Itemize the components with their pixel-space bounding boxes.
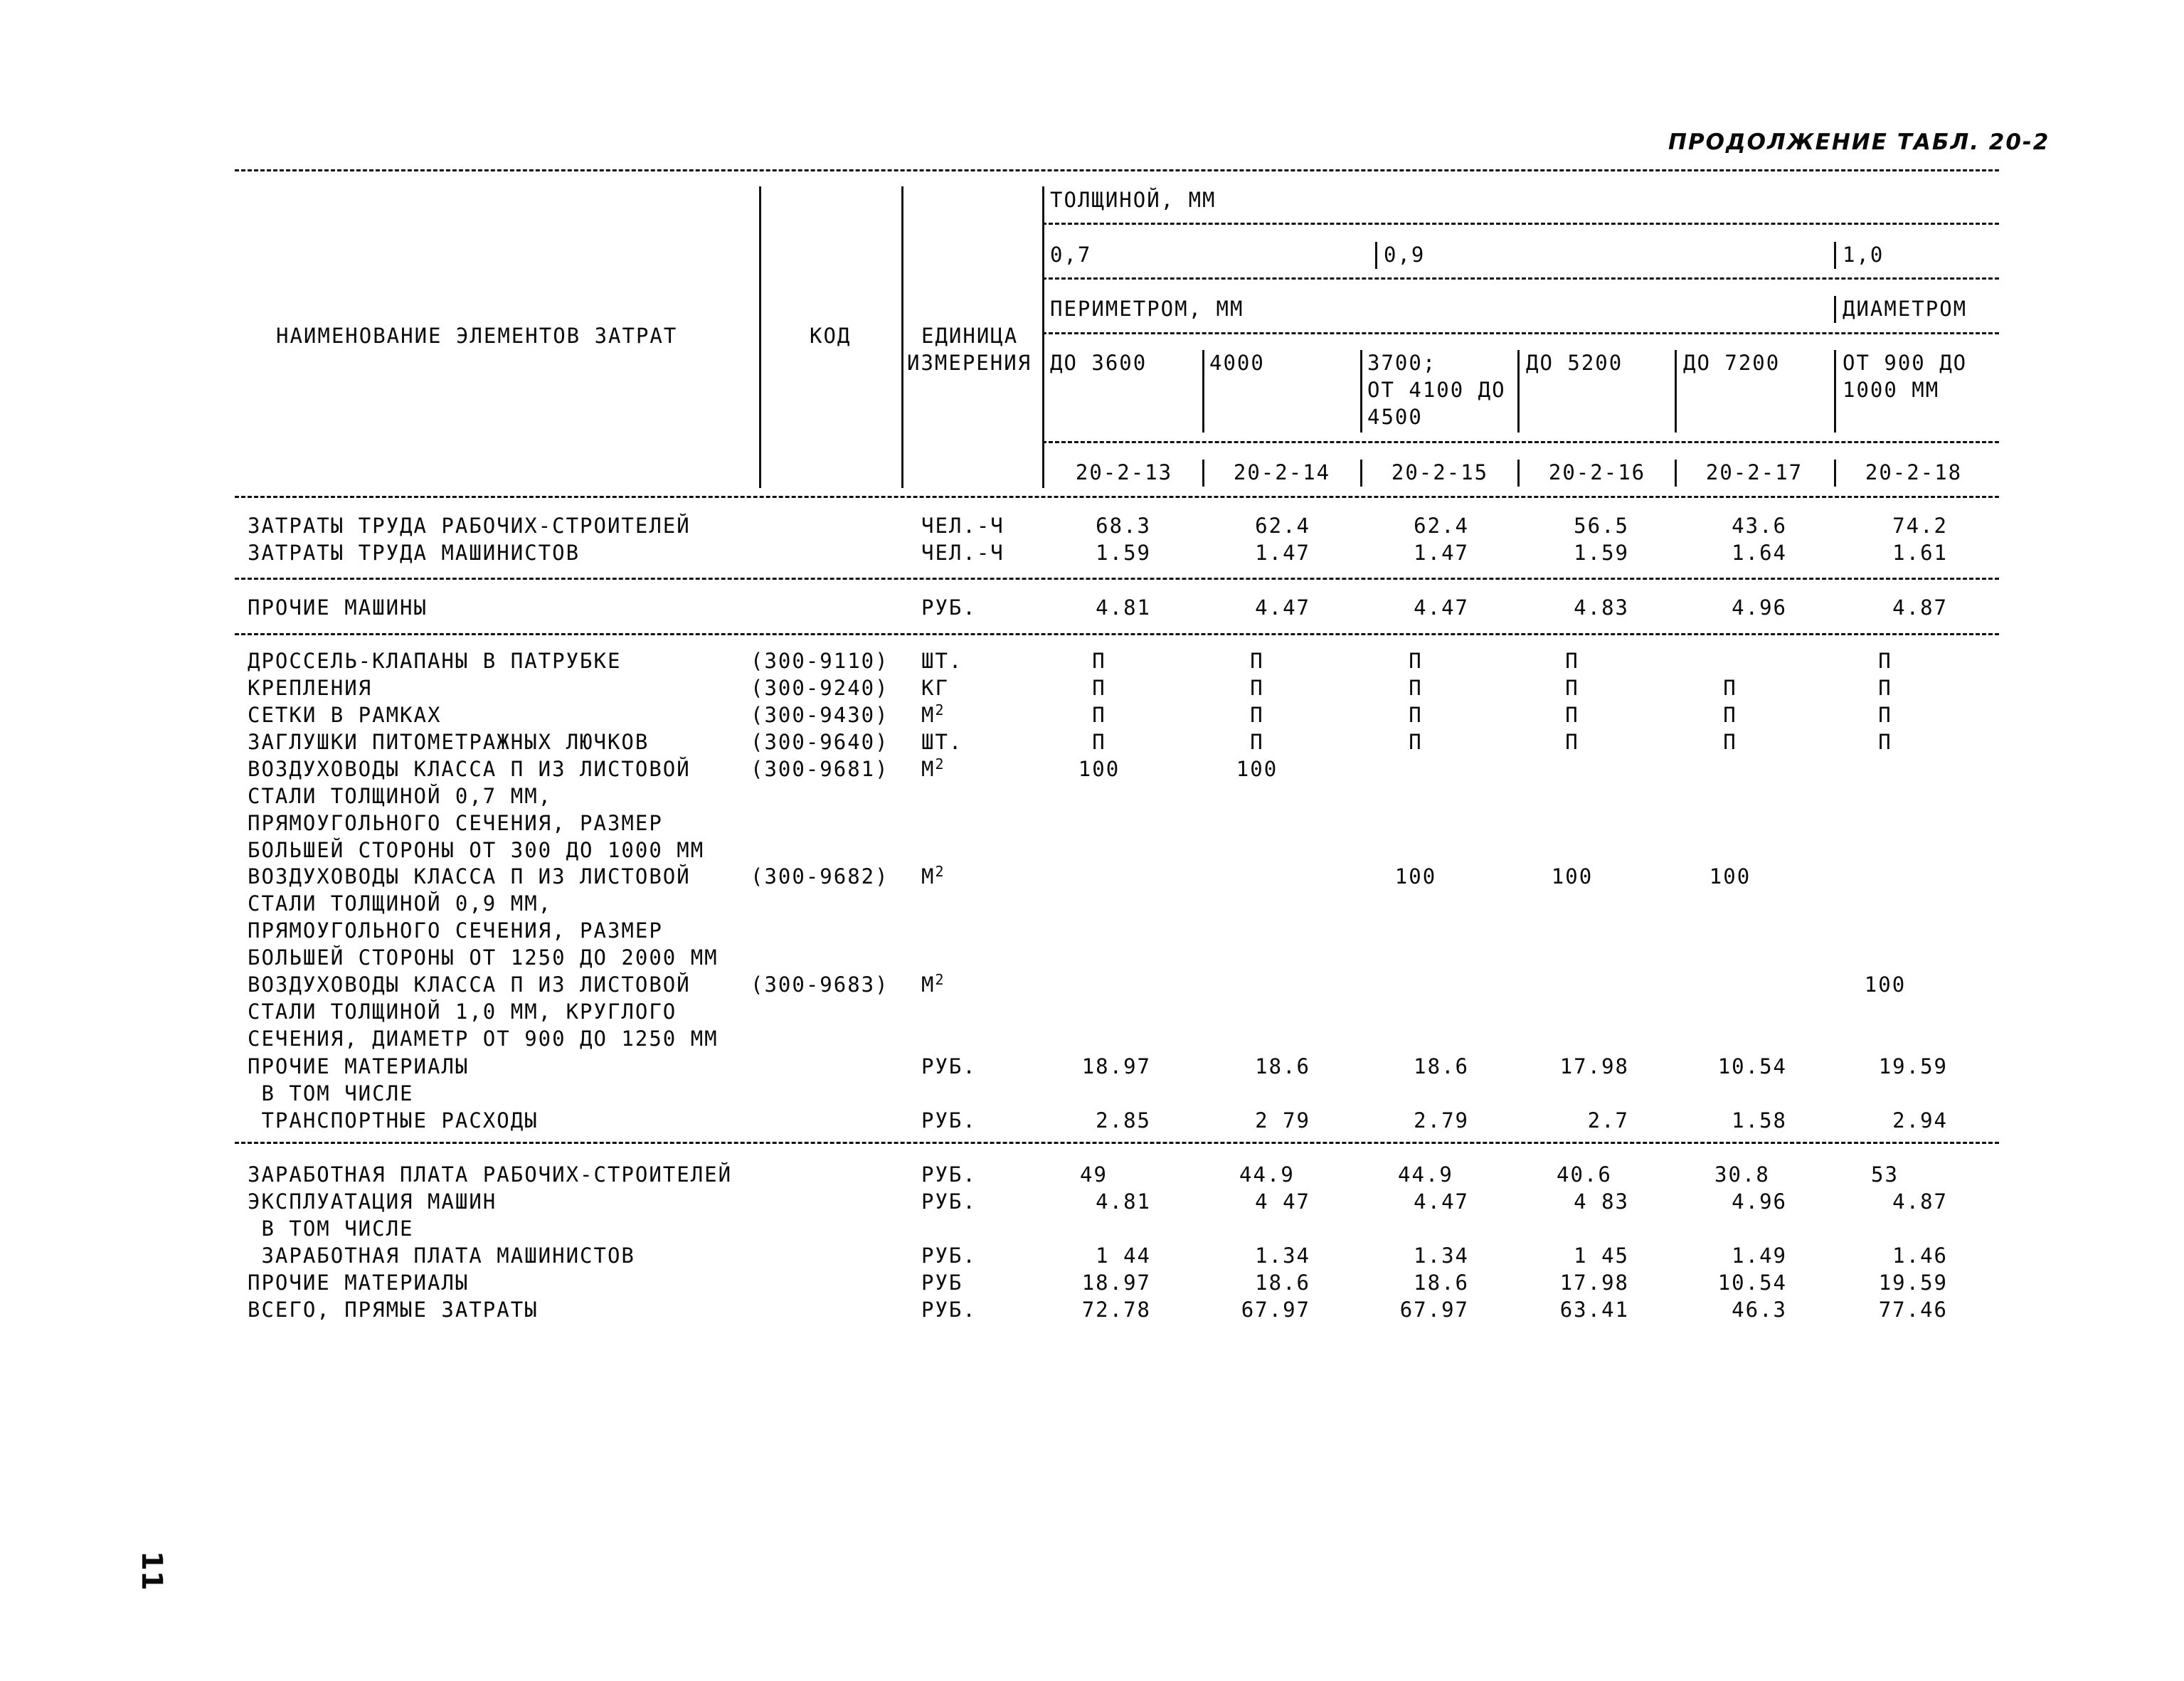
row-value: 100: [1078, 757, 1120, 781]
rule-thickness: [1042, 223, 1999, 225]
row-name: СЕТКИ В РАМКАХ: [248, 703, 442, 727]
header-t09: 0,9: [1384, 243, 1426, 267]
header-bar-diameter: [1834, 296, 1836, 323]
row-name: СТАЛИ ТОЛЩИНОЙ 1,0 ММ, КРУГЛОГО: [248, 999, 677, 1024]
row-name: БОЛЬШЕЙ СТОРОНЫ ОТ 300 ДО 1000 ММ: [248, 838, 705, 862]
row-value: П: [1723, 676, 1737, 700]
row-value: 56.5: [1574, 514, 1629, 538]
row-value: П: [1409, 730, 1423, 754]
row-value: П: [1250, 703, 1264, 727]
rule-materials: [235, 1142, 1999, 1144]
row-value: 2.94: [1892, 1108, 1948, 1133]
row-name: ВСЕГО, ПРЯМЫЕ ЗАТРАТЫ: [248, 1298, 539, 1322]
row-value: П: [1409, 649, 1423, 673]
row-value: 4.47: [1414, 1189, 1469, 1214]
rule-machines: [235, 633, 1999, 635]
row-code: (300-9683): [751, 972, 889, 997]
row-value: 40.6: [1557, 1162, 1612, 1187]
row-value: П: [1723, 730, 1737, 754]
header-code-2: 20-2-14: [1233, 460, 1331, 484]
row-value: 18.6: [1414, 1054, 1469, 1078]
header-unit-2: ИЗМЕРЕНИЯ: [907, 351, 1032, 375]
row-value: 18.97: [1081, 1271, 1151, 1295]
row-name: ЗАГЛУШКИ ПИТОМЕТРАЖНЫХ ЛЮЧКОВ: [248, 730, 650, 754]
header-bar-p4: [1517, 350, 1520, 433]
row-name: В ТОМ ЧИСЛЕ: [248, 1216, 414, 1241]
row-value: П: [1878, 703, 1892, 727]
row-value: 100: [1394, 864, 1437, 889]
header-bar-unit-values: [1042, 186, 1044, 488]
row-name: В ТОМ ЧИСЛЕ: [248, 1081, 414, 1105]
header-bar-name-code: [759, 186, 761, 488]
header-name: НАИМЕНОВАНИЕ ЭЛЕМЕНТОВ ЗАТРАТ: [276, 324, 678, 348]
row-unit: РУБ.: [921, 1108, 977, 1133]
row-name: ДРОССЕЛЬ-КЛАПАНЫ В ПАТРУБКЕ: [248, 649, 622, 673]
row-name: БОЛЬШЕЙ СТОРОНЫ ОТ 1250 ДО 2000 ММ: [248, 945, 719, 970]
row-value: 19.59: [1878, 1054, 1948, 1078]
header-p3a: 3700;: [1367, 351, 1437, 375]
row-value: 17.98: [1559, 1271, 1629, 1295]
row-unit: $М^2$: [921, 755, 945, 781]
row-value: 1.47: [1414, 541, 1469, 565]
row-value: 62.4: [1255, 514, 1310, 538]
row-value: П: [1092, 649, 1106, 673]
row-value: 68.3: [1096, 514, 1151, 538]
row-value: 1.34: [1414, 1243, 1469, 1268]
row-value: П: [1250, 676, 1264, 700]
row-name: СТАЛИ ТОЛЩИНОЙ 0,9 ММ,: [248, 891, 553, 916]
row-value: 46.3: [1732, 1298, 1787, 1322]
row-value: П: [1250, 649, 1264, 673]
row-value: 2.85: [1096, 1108, 1151, 1133]
row-value: 4.87: [1892, 595, 1948, 620]
row-value: П: [1409, 703, 1423, 727]
header-code-6: 20-2-18: [1865, 460, 1963, 484]
row-value: П: [1723, 703, 1737, 727]
row-unit: РУБ.: [921, 1189, 977, 1214]
row-value: 4.47: [1255, 595, 1310, 620]
row-name: КРЕПЛЕНИЯ: [248, 676, 373, 700]
row-value: 2.7: [1587, 1108, 1629, 1133]
row-value: 2.79: [1414, 1108, 1469, 1133]
row-name: ЗАРАБОТНАЯ ПЛАТА МАШИНИСТОВ: [248, 1243, 635, 1268]
row-value: П: [1878, 676, 1892, 700]
row-value: 18.97: [1081, 1054, 1151, 1078]
rule-sizes: [1042, 441, 1999, 443]
row-value: 67.97: [1241, 1298, 1310, 1322]
row-value: 49: [1080, 1162, 1108, 1187]
row-value: 18.6: [1255, 1054, 1310, 1078]
header-p3c: 4500: [1367, 405, 1423, 429]
rule-labor: [235, 578, 1999, 580]
row-name: ВОЗДУХОВОДЫ КЛАССА П ИЗ ЛИСТОВОЙ: [248, 757, 691, 781]
row-value: П: [1092, 730, 1106, 754]
row-name: ВОЗДУХОВОДЫ КЛАССА П ИЗ ЛИСТОВОЙ: [248, 864, 691, 889]
row-name: ПРЯМОУГОЛЬНОГО СЕЧЕНИЯ, РАЗМЕР: [248, 811, 663, 835]
row-value: П: [1878, 649, 1892, 673]
header-t07: 0,7: [1050, 243, 1092, 267]
row-code: (300-9430): [751, 703, 889, 727]
header-p2: 4000: [1209, 351, 1265, 375]
rule-perimeter: [1042, 332, 1999, 334]
row-value: 63.41: [1559, 1298, 1629, 1322]
header-p4: ДО 5200: [1526, 351, 1623, 375]
row-unit: ШТ.: [921, 649, 963, 673]
row-value: 1.46: [1892, 1243, 1948, 1268]
row-unit: РУБ.: [921, 1243, 977, 1268]
row-unit: РУБ.: [921, 1054, 977, 1078]
row-value: 30.8: [1714, 1162, 1770, 1187]
row-value: П: [1409, 676, 1423, 700]
row-value: 4.96: [1732, 1189, 1787, 1214]
row-value: 4 47: [1255, 1189, 1310, 1214]
row-value: 4.81: [1096, 1189, 1151, 1214]
rule-header-bottom: [235, 496, 1999, 498]
rule-top: [235, 169, 1999, 171]
row-value: 1.34: [1255, 1243, 1310, 1268]
row-name: ПРОЧИЕ МАТЕРИАЛЫ: [248, 1054, 470, 1078]
row-name: ЗАТРАТЫ ТРУДА РАБОЧИХ-СТРОИТЕЛЕЙ: [248, 514, 691, 538]
row-value: П: [1092, 676, 1106, 700]
row-value: 4 83: [1574, 1189, 1629, 1214]
row-value: П: [1565, 649, 1579, 673]
row-name: ПРОЧИЕ МАШИНЫ: [248, 595, 428, 620]
row-unit: ЧЕЛ.-Ч: [921, 541, 1004, 565]
row-value: 72.78: [1081, 1298, 1151, 1322]
header-bar-t10: [1834, 242, 1836, 269]
header-t10: 1,0: [1843, 243, 1885, 267]
row-value: 1 44: [1096, 1243, 1151, 1268]
row-code: (300-9110): [751, 649, 889, 673]
row-unit: РУБ.: [921, 1298, 977, 1322]
row-unit: ЧЕЛ.-Ч: [921, 514, 1004, 538]
row-value: 67.97: [1399, 1298, 1469, 1322]
row-value: 100: [1864, 972, 1907, 997]
row-value: 1.58: [1732, 1108, 1787, 1133]
row-unit: КГ: [921, 676, 949, 700]
header-code-5: 20-2-17: [1705, 460, 1803, 484]
row-value: 4.47: [1414, 595, 1469, 620]
header-code-1: 20-2-13: [1075, 460, 1173, 484]
row-value: 100: [1551, 864, 1594, 889]
row-value: 77.46: [1878, 1298, 1948, 1322]
rule-thickness-values: [1042, 277, 1999, 280]
header-bar-t09: [1375, 242, 1377, 269]
row-code: (300-9640): [751, 730, 889, 754]
row-value: 1.47: [1255, 541, 1310, 565]
row-value: 4.81: [1096, 595, 1151, 620]
row-value: 18.6: [1414, 1271, 1469, 1295]
row-value: 1.64: [1732, 541, 1787, 565]
header-unit-1: ЕДИНИЦА: [921, 324, 1019, 348]
header-p3b: ОТ 4100 ДО: [1367, 378, 1506, 402]
row-value: 1.49: [1732, 1243, 1787, 1268]
row-name: ЗАРАБОТНАЯ ПЛАТА РАБОЧИХ-СТРОИТЕЛЕЙ: [248, 1162, 733, 1187]
row-value: 44.9: [1398, 1162, 1453, 1187]
header-perimeter: ПЕРИМЕТРОМ, ММ: [1050, 297, 1244, 321]
row-value: 62.4: [1414, 514, 1469, 538]
row-value: 2 79: [1255, 1108, 1310, 1133]
row-code: (300-9681): [751, 757, 889, 781]
row-value: 44.9: [1239, 1162, 1295, 1187]
row-unit: ШТ.: [921, 730, 963, 754]
table-title: ПРОДОЛЖЕНИЕ ТАБЛ. 20-2: [1668, 129, 2050, 155]
row-value: П: [1092, 703, 1106, 727]
row-value: П: [1565, 730, 1579, 754]
header-p6a: ОТ 900 ДО: [1843, 351, 1968, 375]
row-value: 10.54: [1717, 1054, 1787, 1078]
row-value: 43.6: [1732, 514, 1787, 538]
row-value: 1 45: [1574, 1243, 1629, 1268]
row-value: 18.6: [1255, 1271, 1310, 1295]
header-bar-p2: [1202, 350, 1204, 433]
row-unit: $М^2$: [921, 863, 945, 889]
row-name: ПРОЧИЕ МАТЕРИАЛЫ: [248, 1271, 470, 1295]
row-name: ЗАТРАТЫ ТРУДА МАШИНИСТОВ: [248, 541, 581, 565]
row-value: П: [1250, 730, 1264, 754]
row-code: (300-9240): [751, 676, 889, 700]
header-code: КОД: [810, 324, 852, 348]
row-value: 10.54: [1717, 1271, 1787, 1295]
row-name: СТАЛИ ТОЛЩИНОЙ 0,7 ММ,: [248, 784, 553, 808]
row-name: ЭКСПЛУАТАЦИЯ МАШИН: [248, 1189, 497, 1214]
row-name: ПРЯМОУГОЛЬНОГО СЕЧЕНИЯ, РАЗМЕР: [248, 918, 663, 943]
row-value: 100: [1236, 757, 1278, 781]
row-value: 4.96: [1732, 595, 1787, 620]
row-value: 17.98: [1559, 1054, 1629, 1078]
header-p6b: 1000 ММ: [1843, 378, 1940, 402]
row-value: 100: [1709, 864, 1751, 889]
row-value: 19.59: [1878, 1271, 1948, 1295]
header-bar-p5: [1675, 350, 1677, 433]
header-bar-p6: [1834, 350, 1836, 433]
row-unit: РУБ: [921, 1271, 963, 1295]
row-value: П: [1565, 703, 1579, 727]
header-bar-code-unit: [901, 186, 903, 488]
header-diameter: ДИАМЕТРОМ: [1843, 297, 1968, 321]
row-value: 1.59: [1574, 541, 1629, 565]
header-code-4: 20-2-16: [1548, 460, 1646, 484]
row-unit: $М^2$: [921, 971, 945, 997]
header-p5: ДО 7200: [1683, 351, 1781, 375]
row-code: (300-9682): [751, 864, 889, 889]
page-number: 11: [135, 1551, 168, 1591]
row-value: 4.87: [1892, 1189, 1948, 1214]
row-name: ВОЗДУХОВОДЫ КЛАССА П ИЗ ЛИСТОВОЙ: [248, 972, 691, 997]
header-p1: ДО 3600: [1050, 351, 1147, 375]
header-code-3: 20-2-15: [1391, 460, 1489, 484]
row-value: 1.59: [1096, 541, 1151, 565]
row-value: 53: [1871, 1162, 1899, 1187]
row-name: ТРАНСПОРТНЫЕ РАСХОДЫ: [248, 1108, 539, 1133]
row-value: 1.61: [1892, 541, 1948, 565]
row-unit: РУБ.: [921, 595, 977, 620]
row-unit: РУБ.: [921, 1162, 977, 1187]
header-bar-p3: [1360, 350, 1362, 433]
row-value: 74.2: [1892, 514, 1948, 538]
header-thickness: ТОЛЩИНОЙ, ММ: [1050, 188, 1216, 212]
row-name: СЕЧЕНИЯ, ДИАМЕТР ОТ 900 ДО 1250 ММ: [248, 1027, 719, 1051]
row-value: 4.83: [1574, 595, 1629, 620]
row-value: П: [1878, 730, 1892, 754]
row-unit: $М^2$: [921, 701, 945, 727]
row-value: П: [1565, 676, 1579, 700]
